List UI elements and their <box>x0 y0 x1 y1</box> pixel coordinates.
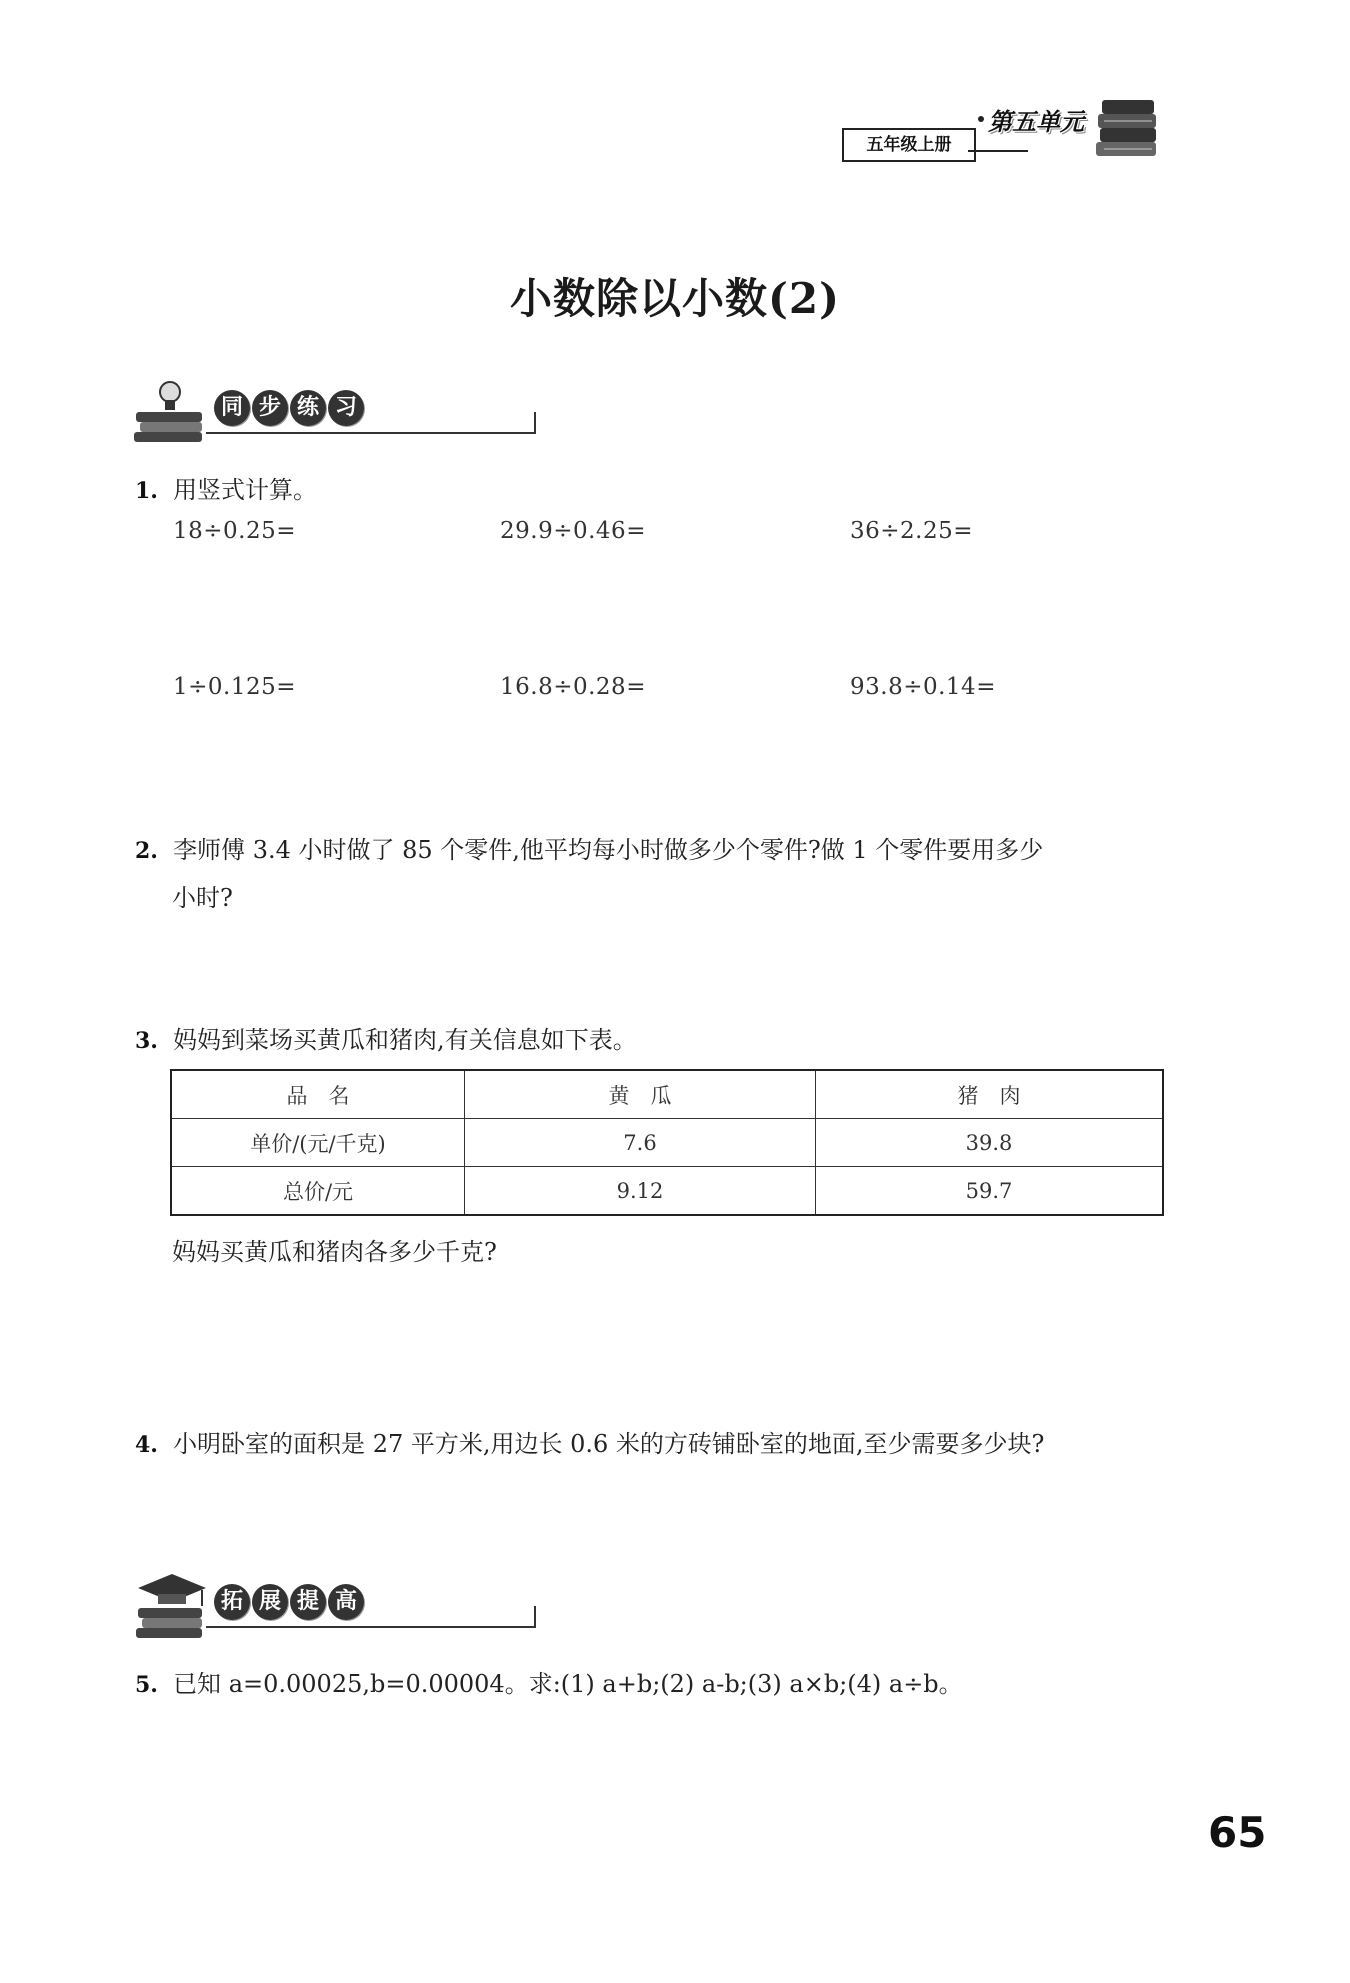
section-char: 拓 <box>214 1584 250 1620</box>
question-3 <box>135 1020 637 1055</box>
question-1 <box>135 470 317 505</box>
question-number: 1. <box>135 478 158 504</box>
section-char: 练 <box>290 390 326 426</box>
unit-label: 第五单元 <box>988 108 1084 136</box>
question-5 <box>135 1664 1215 1699</box>
table-cell: 总价/元 <box>171 1167 465 1216</box>
banner-rule-end <box>534 1606 536 1628</box>
question-number: 3. <box>135 1028 158 1054</box>
calc-expression: 29.9÷0.46= <box>500 518 646 544</box>
banner-rule <box>206 1626 536 1628</box>
section-banner-extension <box>132 1566 542 1640</box>
table-header-cell: 品 名 <box>171 1070 465 1119</box>
grade-label: 五年级上册 <box>842 128 976 162</box>
header-badge <box>838 92 1168 164</box>
calc-expression: 93.8÷0.14= <box>850 674 996 700</box>
calc-expression: 36÷2.25= <box>850 518 974 544</box>
section-char: 提 <box>290 1584 326 1620</box>
section-char: 同 <box>214 390 250 426</box>
table-cell: 59.7 <box>816 1167 1164 1216</box>
section-char: 高 <box>328 1584 364 1620</box>
banner-rule <box>206 432 536 434</box>
section-char: 步 <box>252 390 288 426</box>
calc-expression: 18÷0.25= <box>173 518 297 544</box>
question-text: 妈妈到菜场买黄瓜和猪肉,有关信息如下表。 <box>173 1026 637 1054</box>
unit-dot <box>978 116 984 122</box>
banner-rule-end <box>534 412 536 434</box>
calc-expression: 1÷0.125= <box>173 674 297 700</box>
price-table <box>170 1069 1164 1216</box>
question-number: 2. <box>135 838 158 864</box>
calc-expression: 16.8÷0.28= <box>500 674 646 700</box>
table-cell: 9.12 <box>465 1167 816 1216</box>
question-subtext: 妈妈买黄瓜和猪肉各多少千克? <box>172 1238 497 1266</box>
table-header-cell: 黄 瓜 <box>465 1070 816 1119</box>
books-icon <box>1094 92 1164 164</box>
table-header-cell: 猪 肉 <box>816 1070 1164 1119</box>
section-banner-practice <box>132 372 542 446</box>
table-row <box>171 1167 1163 1216</box>
section-char: 展 <box>252 1584 288 1620</box>
page-number: 65 <box>1208 1808 1267 1857</box>
question-text: 小明卧室的面积是 27 平方米,用边长 0.6 米的方砖铺卧室的地面,至少需要多少块? <box>173 1430 1045 1458</box>
question-4 <box>135 1424 1215 1459</box>
page-title: 小数除以小数(2) <box>510 274 840 323</box>
table-cell: 7.6 <box>465 1119 816 1167</box>
question-text: 用竖式计算。 <box>173 476 318 504</box>
question-number: 5. <box>135 1672 158 1698</box>
table-header-row <box>171 1070 1163 1119</box>
table-cell: 单价/(元/千克) <box>171 1119 465 1167</box>
section-title-extension <box>214 1584 364 1620</box>
table-row <box>171 1119 1163 1167</box>
question-text-continued: 小时? <box>172 884 233 912</box>
section-title-practice <box>214 390 364 426</box>
question-number: 4. <box>135 1432 158 1458</box>
section-char: 习 <box>328 390 364 426</box>
graduation-cap-on-books-icon <box>132 1566 212 1640</box>
table-cell: 39.8 <box>816 1119 1164 1167</box>
question-2 <box>135 830 1195 865</box>
unit-underline <box>968 150 1028 152</box>
question-text: 已知 a=0.00025,b=0.00004。求:(1) a+b;(2) a-b;(3) a×b;(4) a÷b。 <box>173 1670 963 1698</box>
question-text: 李师傅 3.4 小时做了 85 个零件,他平均每小时做多少个零件?做 1 个零件要用多少 <box>173 836 1044 864</box>
lamp-on-books-icon <box>132 372 212 446</box>
